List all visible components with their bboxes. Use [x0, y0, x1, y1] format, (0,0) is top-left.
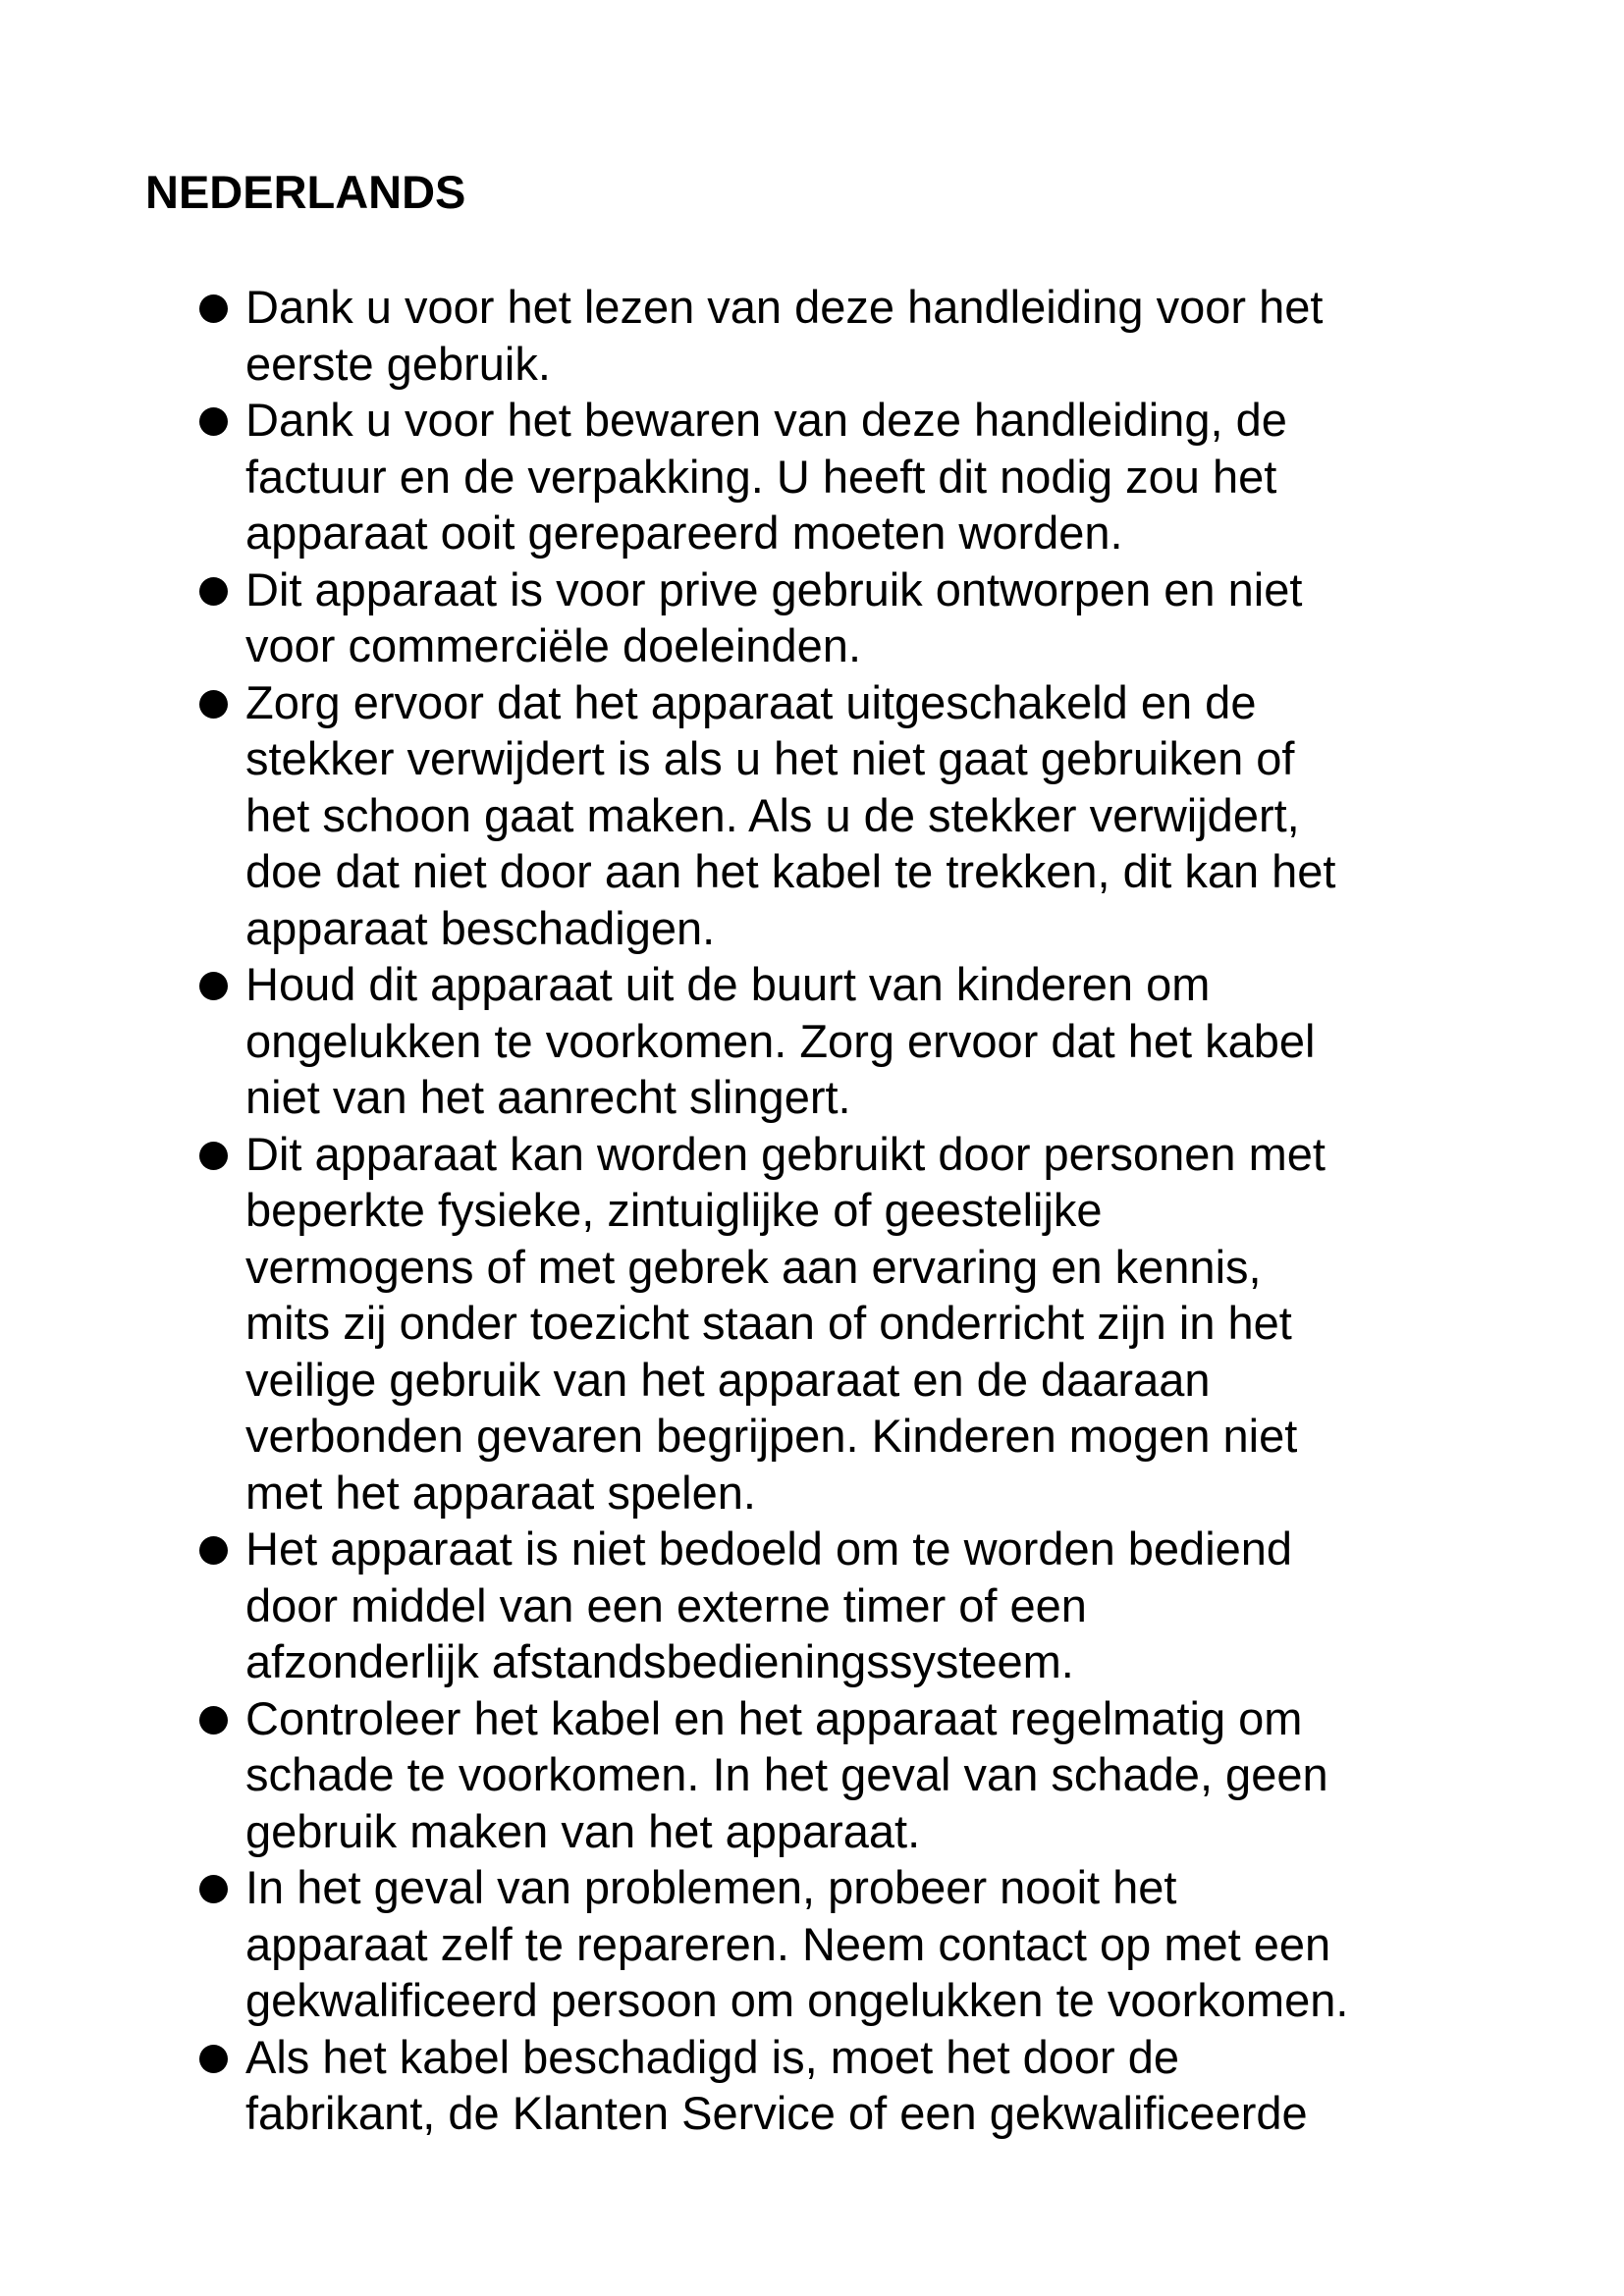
bullet-icon	[199, 294, 228, 323]
list-item	[0, 561, 1502, 674]
list-item	[0, 2029, 1502, 2142]
bullet-icon	[199, 407, 228, 436]
bullet-icon	[199, 2045, 228, 2073]
bullet-icon	[199, 1142, 228, 1170]
list-item	[0, 1859, 1502, 2029]
bullet-icon	[199, 690, 228, 719]
list-item-text: Dit apparaat kan worden gebruikt door personen met beperkte fysieke, zintuiglijke of geestelijke vermogens of met gebrek aan ervaring en kennis, mits zij onder toezicht staan of onderricht zijn in het veilige gebruik van het apparaat en de daaraan verbonden gevaren begrijpen. Kinderen mogen niet met het apparaat spelen.	[245, 1127, 1326, 1519]
list-item	[0, 1521, 1502, 1690]
list-item-text: Als het kabel beschadigd is, moet het door de fabrikant, de Klanten Service of een gekwalificeerde	[245, 2030, 1308, 2139]
list-item-text: Zorg ervoor dat het apparaat uitgeschakeld en de stekker verwijdert is als u het niet gaat gebruiken of het schoon gaat maken. Als u de stekker verwijdert, doe dat niet door aan het kabel te trekken, dit kan het apparaat beschadigen.	[245, 675, 1336, 954]
bullet-icon	[199, 1706, 228, 1735]
bullet-icon	[199, 1536, 228, 1565]
bullet-icon	[199, 1875, 228, 1903]
list-item-text: Dit apparaat is voor prive gebruik ontworpen en niet voor commerciële doeleinden.	[245, 562, 1303, 671]
list-item-text: Controleer het kabel en het apparaat regelmatig om schade te voorkomen. In het geval van schade, geen gebruik maken van het apparaat.	[245, 1691, 1328, 1857]
list-item	[0, 392, 1502, 561]
safety-instructions-list	[0, 279, 1624, 2142]
list-item-text: In het geval van problemen, probeer nooit het apparaat zelf te repareren. Neem contact op met een gekwalificeerd persoon om ongelukken te voorkomen.	[245, 1861, 1349, 2026]
list-item-text: Het apparaat is niet bedoeld om te worden bediend door middel van een externe timer of een afzonderlijk afstandsbedieningssysteem.	[245, 1522, 1293, 1687]
list-item	[0, 1690, 1502, 1860]
list-item	[0, 279, 1502, 392]
page-title: NEDERLANDS	[145, 166, 466, 218]
list-item	[0, 674, 1502, 957]
bullet-icon	[199, 972, 228, 1000]
list-item	[0, 956, 1502, 1126]
list-item	[0, 1126, 1502, 1522]
list-item-text: Dank u voor het lezen van deze handleiding voor het eerste gebruik.	[245, 281, 1324, 390]
list-item-text: Dank u voor het bewaren van deze handleiding, de factuur en de verpakking. U heeft dit nodig zou het apparaat ooit gerepareerd moeten worden.	[245, 394, 1287, 559]
list-item-text: Houd dit apparaat uit de buurt van kinderen om ongelukken te voorkomen. Zorg ervoor dat het kabel niet van het aanrecht slingert.	[245, 958, 1316, 1123]
bullet-icon	[199, 577, 228, 606]
